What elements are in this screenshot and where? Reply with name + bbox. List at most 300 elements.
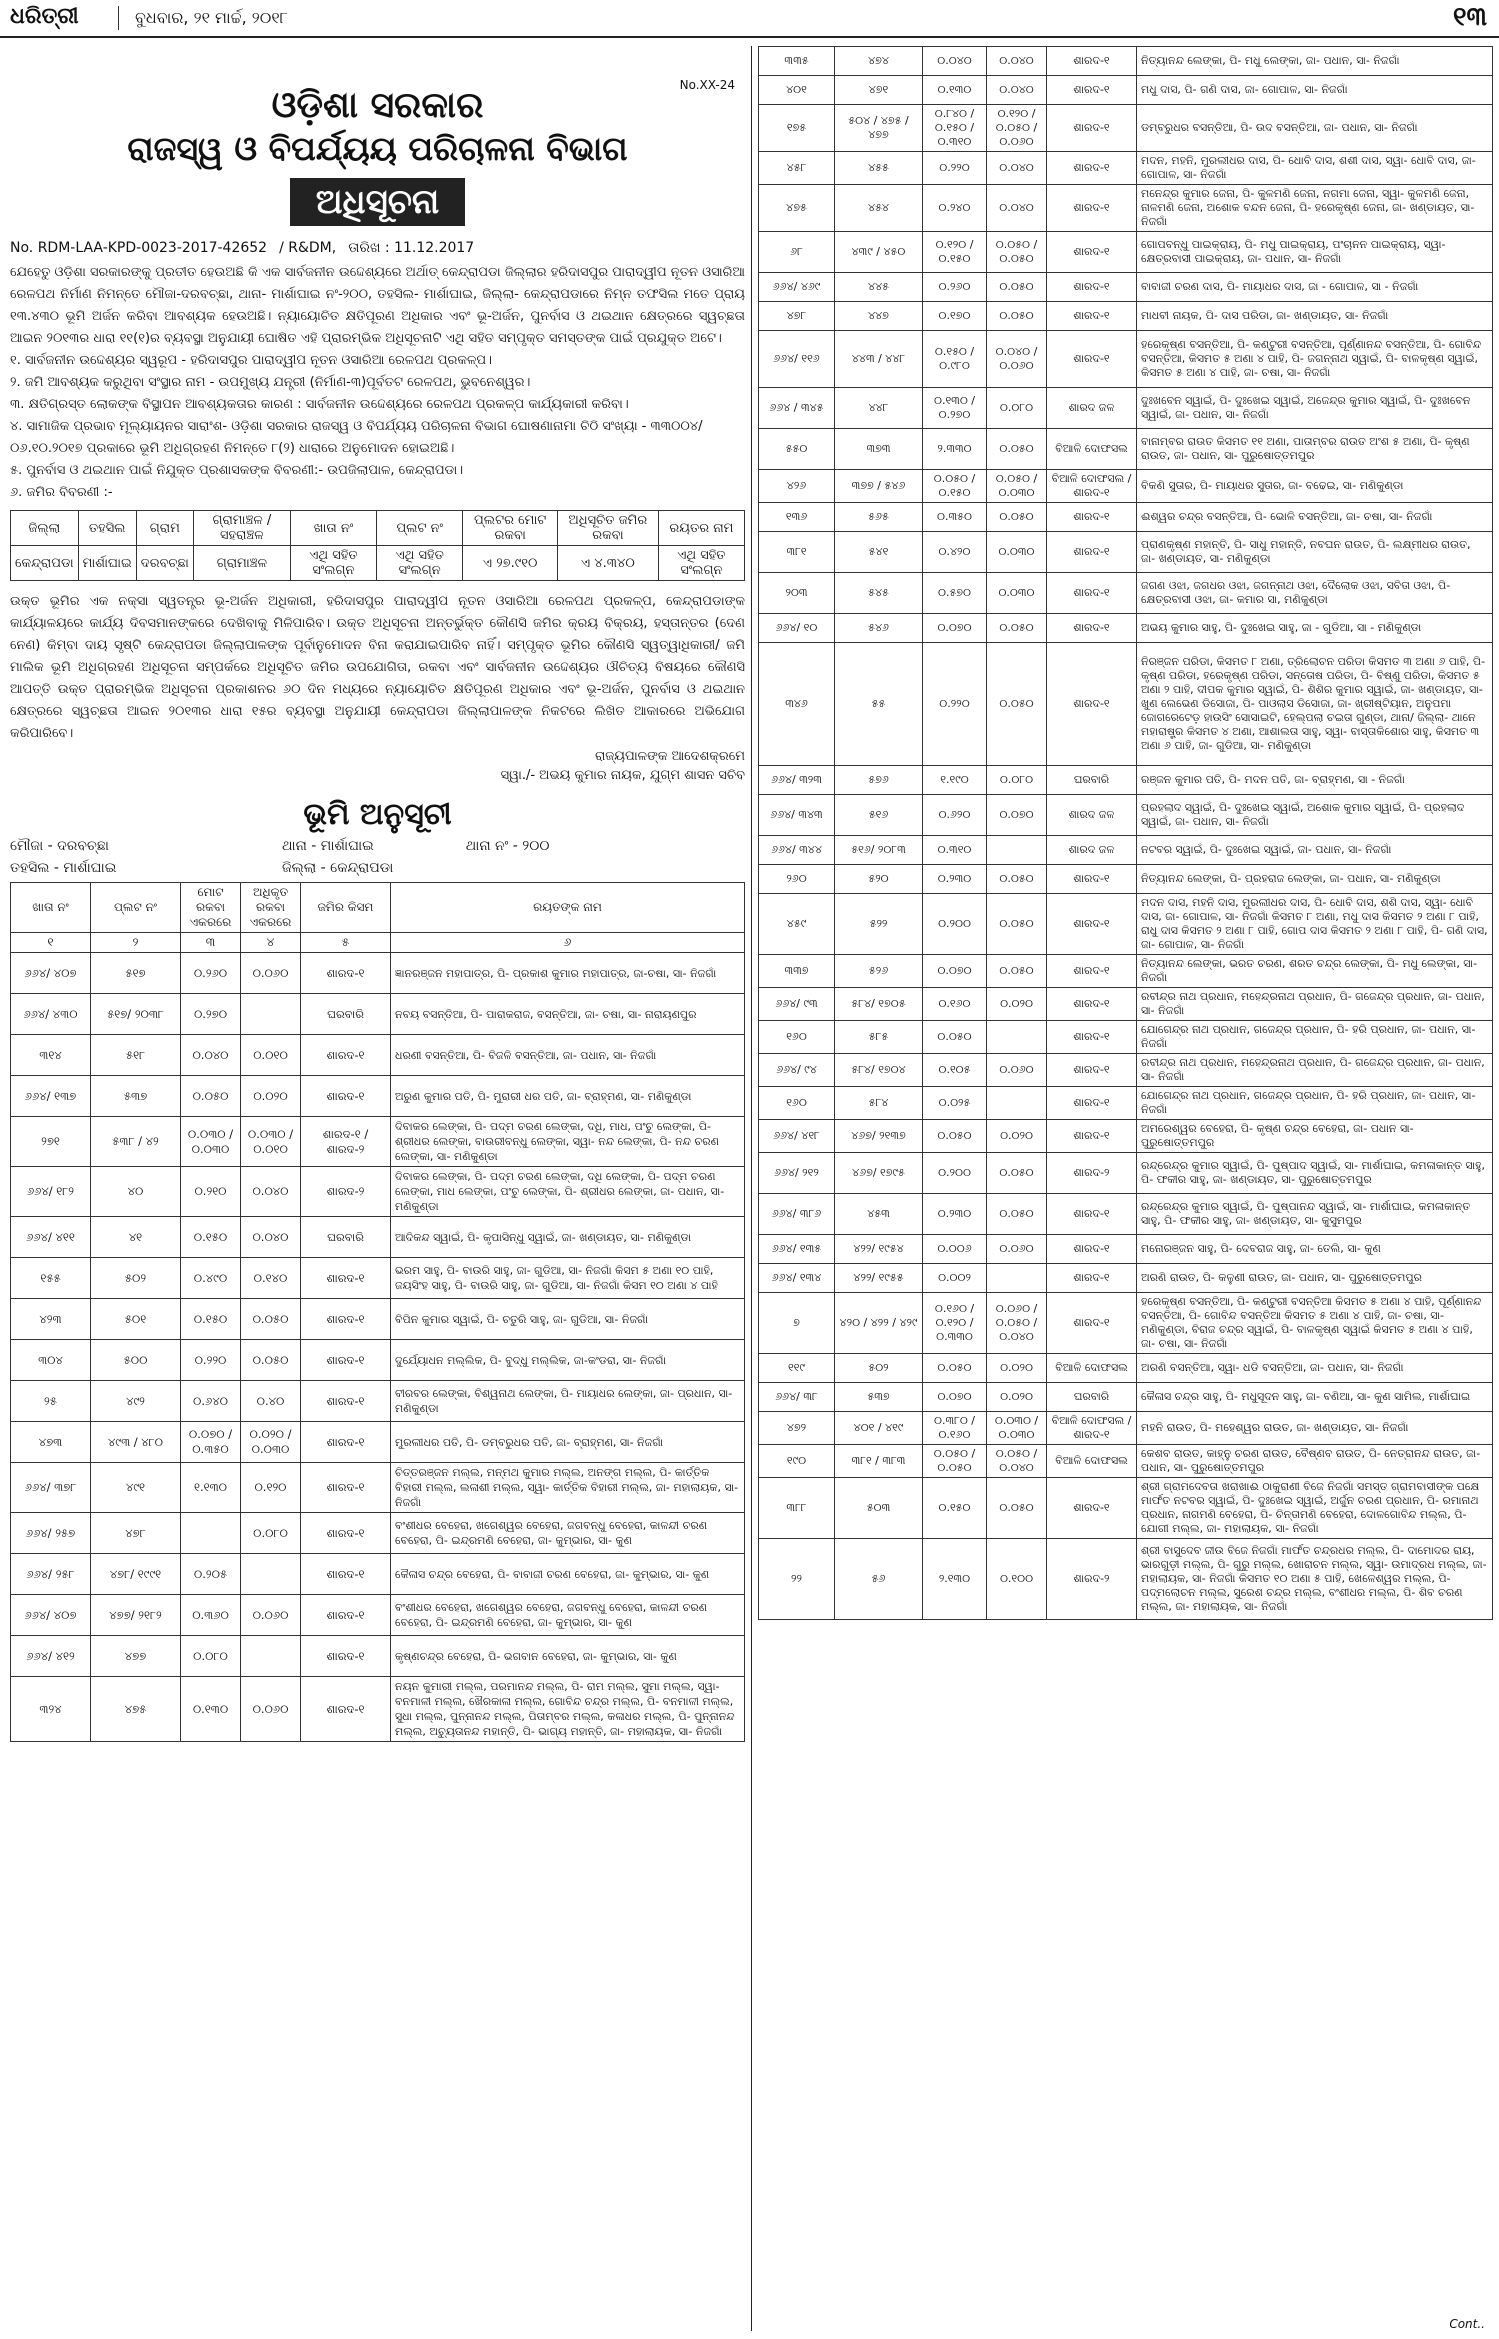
table-cell: ୦.୧୩୦ / ୦.୨୭୦ [923, 388, 987, 429]
table-cell: ୪୭୭/ ୨୧୮୨ [91, 1595, 181, 1636]
table-cell: ୫୭୬ [835, 766, 923, 795]
owner-name-cell: ବାବାଜୀ ଚରଣ ଦାସ, ପି- ମାୟାଧର ଦାସ, ଜା - ଗୋପାଳ, ସା - ନିଜଗାଁ [1137, 273, 1493, 302]
district-label: ଜିଲ୍ଲା - କେନ୍ଦ୍ରାପଡା [281, 860, 394, 876]
table-cell: ୪୫୩ [835, 1194, 923, 1235]
owner-name-cell: ମଦନ ଦାସ, ମହନି ଦାସ, ମୁରଲୀଧର ଦାସ, ପି- ଧୋବି ଦାସ, ଶଶି ଦାସ, ସ୍ୱା- ଧୋବି ଦାସ, ଜା- ଗୋପାଳ, ସା- ନିଜଗାଁ କିସମତ ୮ ଅଣା, ମଧୁ ଦାସ କିସମତ ୨ ଅଣା ୮ ପାହି, ରାଧୁ ଦାସ କିସମତ ୨ ଅଣା ୮ ପାହି, ଗୋପ ଦାସ କିସମତ ୨ ଅଣା ୮ ପାହି, ପି- ଗଣି ଦାସ, ଜା- ଗୋପାଳ, ସା- ନିଜଗାଁ [1137, 894, 1493, 955]
table-cell: ୩୮୮ [759, 1478, 835, 1539]
owner-name-cell: ଅରଣି ବସନ୍ତିଆ, ସ୍ୱା- ଧଡି ବସନ୍ତିଆ, ଜା- ପଧାନ, ସା- ନିଜଗାଁ [1137, 1354, 1493, 1383]
owner-name-cell: ଶ୍ରୀ ବାସୁଦେବ ଜୀଉ ବିଜେ ନିଜଗାଁ ମାର୍ଫତ ଚନ୍ଦ୍ରଧର ମଲ୍ଲ, ପି- ଦାମୋଦର ରାୟ, ଭାରଗୁଡ଼ୀ ମଲ୍ଲ, ପି- ଗୁରୁ ମଲ୍ଲ, ଖୋରାଚନ ମଲ୍ଲ, ସ୍ୱା- ଉମାଦ୍ରଧ ମଲ୍ଲ, ଜା- ମହାଲାୟକ, ସା- ନିଜଗାଁ କିସମତ ୧୦ ଅଣା ୫ ପାହି, ଖେଳେଶ୍ୱର ମଲ୍ଲ, ପି- ପଦ୍ମଲୋଚନ ମଲ୍ଲ, ସୁରେଶ ଚନ୍ଦ୍ର ମଲ୍ଲ, ବଂଶୀଧର ମଲ୍ଲ, ପି- ଶିବ ଚରଣ ମଲ୍ଲ, ଜା- ମହାଲାୟକ, ସା- ନିଜଗାଁ [1137, 1539, 1493, 1620]
table-cell: ୧.୧୩୦ [181, 1463, 241, 1513]
table-cell: ଶାରଦ-୧ [1047, 1120, 1137, 1153]
table-cell: ଶାରଦ-୧ [1047, 1021, 1137, 1054]
table-cell: ୦.୬୨୦ [923, 795, 987, 836]
schedule-column-number: ୨ [91, 933, 181, 953]
table-cell: ଶାରଦ-୧ [1047, 331, 1137, 388]
land-schedule-table-continued [758, 46, 1493, 1620]
table-cell: ୦.୦୫୦ / ୦.୦୫୦ [923, 1445, 987, 1478]
table-cell: ୪୪୮ [835, 388, 923, 429]
table-cell: ୪୪୭ [835, 302, 923, 331]
summary-cell: ଏଥି ସହିତ ସଂଲଗ୍ନ [290, 546, 376, 581]
table-cell: ୦.୦୮୦ [987, 766, 1047, 795]
government-title: ଓଡ଼ିଶା ସରକାର [271, 85, 484, 126]
table-cell: ୪୨୦ / ୪୨୨ / ୪୨୯ [835, 1293, 923, 1354]
notice-item: ୬. ଜମିର ବିବରଣୀ :- [10, 485, 113, 500]
table-cell: ୦.୮୪୦ / ୦.୧୫୦ / ୦.୩୧୦ [923, 105, 987, 152]
table-cell: ୬୬୪/ ୪୩୦ [11, 994, 91, 1035]
table-cell: ୧୩୬ [759, 503, 835, 532]
table-row [11, 1677, 745, 1742]
table-cell: ୦.୨୭୦ [181, 994, 241, 1035]
table-cell: ୪୭୨ [759, 1412, 835, 1445]
summary-header-cell: ରୟତର ନାମ [658, 511, 744, 546]
table-cell: ବିଆଳି ଦୋଫସଲ [1047, 1445, 1137, 1478]
owner-name-cell: ନୟନ କୁମାରୀ ମଲ୍ଲ, ପରମାନନ୍ଦ ମଲ୍ଲ, ପି- ରାମ ମଲ୍ଲ, ସୁମା ମଲ୍ଲ, ସ୍ୱା- ବନମାଳୀ ମଲ୍ଲ, ଖୈରକାଳା ମଲ୍ଲ, ଗୋବିନ୍ଦ ଚନ୍ଦ୍ର ମଲ୍ଲ, ପି- ବନମାଳୀ ମଲ୍ଲ, ସୁଧା ମଲ୍ଲ, ପୁନ୍ନାନନ୍ଦ ମଲ୍ଲ, ପିତାମ୍ବର ମଲ୍ଲ, କଳାଧର ମଲ୍ଲ, ପି- ପୁନ୍ନାନନ୍ଦ ମଲ୍ଲ, ଅଚ୍ୟୁତାନନ୍ଦ ମହାନ୍ତି, ପି- ଭାଗ୍ୟ ମହାନ୍ତି, ଜା- ମହାଲାୟକ, ସା- ନିଜଗାଁ [391, 1677, 745, 1742]
table-cell: ଶାରଦ-୧ [1047, 614, 1137, 643]
table-row [11, 994, 745, 1035]
table-cell: ୦.୦୫୦ [241, 1340, 301, 1381]
table-cell: ୦.୨୪୦ [923, 185, 987, 232]
table-cell: ଶାରଦ-୧ [301, 1636, 391, 1677]
notice-item: ୫. ପୁନର୍ବାସ ଓ ଥଇଥାନ ପାଇଁ ନିଯୁକ୍ତ ପ୍ରଶାସକଙ୍କ ବିବରଣୀ:- ଉପଜିଲାପାଳ, କେନ୍ଦ୍ରାପଡା। [10, 463, 464, 478]
table-cell [987, 1021, 1047, 1054]
table-cell: ବିଆଳି ଦୋଫସଲ / ଶାରଦ-୧ [1047, 470, 1137, 503]
table-cell: ୦.୨୬୦ [923, 273, 987, 302]
table-cell: ୪୧ [91, 1217, 181, 1258]
owner-name-cell: ପ୍ରାଣକୃଷ୍ଣ ମହାନ୍ତି, ପି- ସାଧୁ ମହାନ୍ତି, ନବଘନ ରାଉତ, ପି- ଲକ୍ଷ୍ମୀଧର ରାଉତ, ଜା- ଖଣ୍ଡାୟତ, ସା- ମଣିକୁଣ୍ଡା [1137, 532, 1493, 573]
table-row [759, 185, 1493, 232]
table-cell: ୦.୦୫୦ [923, 1021, 987, 1054]
table-cell: ୫୦୦ [91, 1340, 181, 1381]
owner-name-cell: ଅରୁଣ କୁମାର ପତି, ପି- ମୁରାରୀ ଧର ପତି, ଜା- ବ୍ରାହ୍ମଣ, ସା- ମଣିକୁଣ୍ଡା [391, 1076, 745, 1117]
table-cell: ୦.୦୬୦ [987, 1235, 1047, 1264]
table-row [759, 573, 1493, 614]
summary-cell: ଏ ୨୭.୯୧୦ [463, 546, 558, 581]
table-cell: ୪୭୫ [91, 1677, 181, 1742]
reference-department: / R&DM, [279, 240, 337, 256]
table-cell: ୩୮୧ [759, 532, 835, 573]
table-cell: ୪୭୮/ ୧୯୯୧ [91, 1554, 181, 1595]
table-cell: ୬୬୪/ ୧୩୭ [11, 1076, 91, 1117]
table-cell: ୩୭୩ [835, 429, 923, 470]
table-cell: ୦.୦୨୦ [987, 988, 1047, 1021]
table-cell: ଶାରଦ-୧ [301, 1299, 391, 1340]
summary-header-cell: ଗ୍ରାମାଞ୍ଚଳ / ସହରାଞ୍ଚଳ [193, 511, 290, 546]
table-cell: ୫୬୫ [835, 503, 923, 532]
table-cell: ଶାରଦ-୧ [1047, 988, 1137, 1021]
table-cell: ୦.୦୭୦ [923, 1383, 987, 1412]
table-cell: ୫୩୮ / ୪୨ [91, 1117, 181, 1167]
reference-number: No. RDM-LAA-KPD-0023-2017-42652 [10, 240, 268, 256]
table-cell: ୫୪୬ [835, 614, 923, 643]
table-row [759, 766, 1493, 795]
table-cell: ୦.୧୨୦ / ୦.୦୫୦ / ୦.୦୬୦ [987, 105, 1047, 152]
notice-item: ୨. ଜମି ଆବଶ୍ୟକ କରୁଥିବା ସଂସ୍ଥାର ନାମ - ଉପମୁଖ୍ୟ ଯନ୍ତ୍ରୀ (ନିର୍ମାଣ-୩)ପୂର୍ବତଟ ରେଳପଥ, ଭୁବନେଶ୍ୱର। [10, 375, 531, 390]
table-cell: ଶାରଦ-୧ [1047, 47, 1137, 76]
table-cell: ୦.୨୬୦ [181, 953, 241, 994]
table-cell: ୬୬୪/ ୪୦୭ [11, 953, 91, 994]
table-cell: ଶାରଦ-୧ [301, 1422, 391, 1463]
table-cell: ୬୬୪/ ୩୪୩ [759, 795, 835, 836]
table-cell: ୦.୧୫୦ / ୦.୯୮୦ [923, 331, 987, 388]
table-cell: ୨୫ [11, 1381, 91, 1422]
intro-paragraph: ଯେହେତୁ ଓଡ଼ିଶା ସରକାରଙ୍କୁ ପ୍ରତୀତ ହେଉଅଛି କି ଏକ ସାର୍ବଜନୀନ ଉଦ୍ଦେଶ୍ୟରେ ଅର୍ଥାତ୍ କେନ୍ଦ୍ରାପଡା ଜିଲ୍ଲାର ହରିଦାସପୁର ପାରାଦ୍ୱୀପ ନୂତନ ଓସାରିଆ ରେଳପଥ ନିର୍ମାଣ ନିମନ୍ତେ ମୌଜା-ଦରବଚ୍ଛା, ଥାନା- ମାର୍ଶାଘାଇ ନଂ-୨୦୦, ତହସିଲ- ମାର୍ଶାଘାଇ, ଜିଲ୍ଲା- କେନ୍ଦ୍ରାପଡାରେ ନିମ୍ନ ତଫସିଲ ମତେ ପ୍ରାୟ ୧୩.୪୩୦ ଭୂମି ଅର୍ଜନ କରିବା ଆବଶ୍ୟକ ହେଉଅଛି। ନ୍ୟାୟୋଚିତ କ୍ଷତିପୂରଣ ଅଧିକାର ଏବଂ ଭୂ-ଅର୍ଜନ, ପୁନର୍ବାସ ଓ ଥଇଥାନ କ୍ଷେତ୍ରରେ ସ୍ୱଚ୍ଛତା ଆଇନ ୨୦୧୩ର ଧାରା ୧୧(୧)ର ବ୍ୟବସ୍ଥା ଅନୁଯାୟୀ ଘୋଷିତ ଏହି ପ୍ରାରମ୍ଭିକ ଅଧିସୂଚନାଟି ଏଥି ସହିତ ସମ୍ପୃକ୍ତ ସମସ୍ତଙ୍କ ପାଇଁ ପ୍ରଯୁକ୍ତ ଅଟେ। [10, 265, 745, 346]
table-cell: ୫୧୭ [91, 953, 181, 994]
table-cell: ଶାରଦ-୧ [1047, 152, 1137, 185]
table-cell: ୦.୨୩୦ [923, 1194, 987, 1235]
table-cell: ୪୦ [91, 1167, 181, 1217]
table-cell: ୦.୦୪୦ [987, 47, 1047, 76]
table-cell: ୬୬୪/ ୩୮ [759, 1383, 835, 1412]
owner-name-cell: ମନେନ୍ଦ୍ର କୁମାର ଜେନା, ପି- କୁଳମଣି ଜେନା, ନଗମା ଜେନା, ସ୍ୱା- କୁଳମଣି ଜେନା, ନାଳମଣି ଜେନା, ଅଶୋକ ବନ୍ଦନ ଜେନା, ପି- ହରେକୃଷ୍ଣ ଜେନା, ଜା- ଖଣ୍ଡାୟତ, ସା- ନିଜଗାଁ [1137, 185, 1493, 232]
schedule-meta-1 [10, 838, 745, 854]
summary-header-cell: ଖାତା ନଂ [290, 511, 376, 546]
table-cell: ବିଆଳି ଦୋଫସଲ [1047, 1354, 1137, 1383]
schedule-header-cell: ଅଧିକୃତ ରକବା ଏକରରେ [241, 883, 301, 933]
table-cell: ୫୫ [835, 643, 923, 766]
table-cell: ୦.୧୫୦ [923, 1478, 987, 1539]
table-row [759, 1087, 1493, 1120]
table-cell: ଶାରଦ-୧ [1047, 185, 1137, 232]
schedule-column-number: ୪ [241, 933, 301, 953]
table-cell: ୩୮୧ / ୩୮୩ [835, 1445, 923, 1478]
notice-item: ୧. ସାର୍ବଜନୀନ ଉଦ୍ଦେଶ୍ୟର ସ୍ୱରୂପ - ହରିଦାସପୁର ପାରାଦ୍ୱୀପ ନୂତନ ଓସାରିଆ ରେଳପଥ ପ୍ରକଳ୍ପ। [10, 353, 492, 368]
owner-name-cell: ନିତ୍ୟାନନ୍ଦ ଲେଙ୍କା, ଭରତ ଚରଣ, ଶରତ ଚନ୍ଦ୍ର ଲେଙ୍କା, ପି- ମଧୁ ଲେଙ୍କା, ସା- ନିଜଗାଁ [1137, 955, 1493, 988]
table-row [759, 614, 1493, 643]
table-cell: ୪୦୧ [759, 76, 835, 105]
owner-name-cell: ଧରଣୀ ବସନ୍ତିଆ, ପି- ବିଜଳି ବସନ୍ତିଆ, ଜା- ପଧାନ, ସା- ନିଜଗାଁ [391, 1035, 745, 1076]
notice-items [10, 350, 745, 504]
summary-cell: କେନ୍ଦ୍ରାପଡା [11, 546, 79, 581]
thana-number: ଥାନା ନଂ - ୨୦୦ [465, 838, 550, 854]
newspaper-logo: ଧରିତ୍ରୀ [10, 4, 79, 29]
table-cell: ୦.୦୬୦ [987, 1054, 1047, 1087]
table-cell: ୦.୧୦୫ [923, 1054, 987, 1087]
table-row [11, 1217, 745, 1258]
table-cell: ଶାରଦ-୧ [301, 1076, 391, 1117]
table-cell: ୦.୨୨୦ [923, 152, 987, 185]
owner-name-cell: ରନ୍ଦ୍ରେନ୍ଦ୍ର କୁମାର ସ୍ୱାଇଁ, ପି- ପୁଷ୍ପାନନ୍ଦ ସ୍ୱାଇଁ, ସା- ମାର୍ଶାଘାଇ, କମଳାକାନ୍ତ ସାହୁ, ପି- ଫକୀର ସାହୁ, ଜା- ଖଣ୍ଡାୟତ, ସା- କୁସୁମପୁର [1137, 1194, 1493, 1235]
table-cell: ୬୬୪/ ୧୩୫ [759, 1235, 835, 1264]
table-cell: ୩୦୪ [11, 1340, 91, 1381]
table-cell: ୦.୧୫୦ [181, 1299, 241, 1340]
table-cell: ୨.୧୩୦ [923, 1539, 987, 1620]
schedule-header-row [11, 883, 745, 933]
schedule-column-number: ୬ [391, 933, 745, 953]
schedule-header-cell: ମୋଟ ରକବା ଏକରରେ [181, 883, 241, 933]
table-cell: ଶାରଦ-୧ [1047, 105, 1137, 152]
table-row [11, 953, 745, 994]
table-cell: ଶାରଦ-୧ [1047, 573, 1137, 614]
table-cell: ୪୨୨/ ୧୯୫୫ [835, 1264, 923, 1293]
table-cell: ୦.୦୫୦ [987, 503, 1047, 532]
table-row [11, 1035, 745, 1076]
table-cell: ଶାରଦ-୧ [301, 1340, 391, 1381]
table-cell: ୪୬୭/ ୧୭୯୫ [835, 1153, 923, 1194]
table-cell: ୫୨୨ [835, 894, 923, 955]
summary-cell: ମାର୍ଶାଘାଇ [78, 546, 136, 581]
table-cell: ୦.୦୮୦ [241, 1513, 301, 1554]
table-cell: ୦.୦୬୦ [241, 1595, 301, 1636]
table-cell: ୦.୩୮୦ / ୦.୧୬୦ [923, 1412, 987, 1445]
owner-name-cell: ମନୋରଞ୍ଜନ ସାହୁ, ପି- ଦେବରାଜ ସାହୁ, ଜା- ତେଲି, ସା- କୁଣ [1137, 1235, 1493, 1264]
table-cell: ୪୭୩ [11, 1422, 91, 1463]
table-cell: ୫୮୪/ ୧୭୦୪ [835, 1054, 923, 1087]
owner-name-cell: କେଶବ ରାଉତ, କାହ୍ନୁ ଚରଣ ରାଉତ, ବୈଷ୍ଣବ ରାଉତ, ପି- ନେତ୍ରାନନ୍ଦ ରାଉତ, ଜା- ପଧାନ, ସା- ପୁରୁଷୋତ୍ତମପୁର [1137, 1445, 1493, 1478]
summary-header-cell: ପ୍ଲଟର ମୋଟ ରକବା [463, 511, 558, 546]
table-cell: ୧୬୦ [759, 1021, 835, 1054]
table-cell: ୪୦୧ / ୪୧୯ [835, 1412, 923, 1445]
table-cell: ୪୬୭/ ୨୧୩୭ [835, 1120, 923, 1153]
table-cell: ୦.୦୭୦ [923, 614, 987, 643]
summary-header-cell: ଗ୍ରାମ [136, 511, 193, 546]
table-cell: ୦.୧୦୦ [987, 1539, 1047, 1620]
table-cell: ୦.୦୫୦ [987, 273, 1047, 302]
table-cell: ୦.୧୬୦ [923, 988, 987, 1021]
table-cell: ୦.୨୨୦ [923, 643, 987, 766]
owner-name-cell: କୃଷ୍ଣଚନ୍ଦ୍ର ବେହେରା, ପି- ଭଗବାନ ବେହେରା, ଜା- କୁମ୍ଭାର, ସା- କୁଣ [391, 1636, 745, 1677]
table-cell: ୫୮୫ [835, 1021, 923, 1054]
table-cell: ଶାରଦ-୨ [1047, 1539, 1137, 1620]
table-cell: ୦.୦୫୦ / ୦.୦୪୦ [987, 1445, 1047, 1478]
summary-cell: ଏ ୪.୩୪୦ [558, 546, 659, 581]
table-cell: ୦.୦୫୦ [987, 1153, 1047, 1194]
table-cell: ୧୭୫ [759, 105, 835, 152]
table-row [759, 1264, 1493, 1293]
table-cell: ୬୬୪/ ୩୭୮ [11, 1463, 91, 1513]
table-cell: ୩୧୪ [11, 1035, 91, 1076]
table-cell: ୪୯୩ / ୪୮୦ [91, 1422, 181, 1463]
owner-name-cell: ନିରଞ୍ଜନ ପରିଡା, କିସମତ ୮ ଅଣା, ତ୍ରିଲୋଚନ ପରିଡା କିସମତ ୩ ଅଣା ୬ ପାହି, ପି- କୃଷ୍ଣ ପରିଡା, ହରେକୃଷ୍ଣ ପରିଡା, ସନ୍ତୋଷ ପରିଡା, ପି- ବିଷ୍ଣୁ ପରିଡା, କିସମତ ୫ ଅଣା ୨ ପାହି, ଦୀପକ କୁମାର ସ୍ୱାଇଁ, ପି- ଶିଶିର କୁମାର ସ୍ୱାଇଁ, ଜା- ଖଣ୍ଡାୟତ, ସା- ଖୁଣ ଲେଭେଣ ଡିସୋଜା, ପି- ପାଓଲାସ ଡିସୋଜା, ଜା- ଖ୍ରୀଷ୍ଟିୟାନ, ଅନୁପମା ଜୋଗରେଟେଡ଼ ହାଉସିଂ ସୋସାଇଟି, ହେଲ୍ପଲା ଚଇତା ଗୁଣ୍ଡା, ଥାନା/ ଜିଲ୍ଲା- ଥାନେ ମହାରାଷ୍ଟ୍ର କିସମତ ୪ ଅଣା, ଆଶାଲତା ସାହୁ, ସ୍ୱା- ବାସ୍ତାକିଶୋର ସାହୁ, କିସମତ ୩ ଅଣା ୬ ପାହି, ଜା- ଗୁଡିଆ, ସା- ମଣିକୁଣ୍ଡା [1137, 643, 1493, 766]
table-cell: ଶାରଦ-୧ [1047, 302, 1137, 331]
department-title: ରାଜସ୍ୱ ଓ ବିପର୍ଯ୍ୟୟ ପରିଚାଳନା ବିଭାଗ [127, 129, 628, 168]
table-cell: ୦.୦୫୦ [987, 865, 1047, 894]
table-cell: ୩୪୬ [759, 643, 835, 766]
table-row [11, 1513, 745, 1554]
owner-name-cell: ଗୋପବନ୍ଧୁ ପାଇକ୍ରାୟ, ପି- ମଧୁ ପାଇକ୍ରାୟ, ପଂଚାନନ ପାଇକ୍ରାୟ, ସ୍ୱା- କ୍ଷେତ୍ରବାସୀ ପାଇକ୍ରାୟ, ଜା- ପଧାନ, ସା- ନିଜଗାଁ [1137, 232, 1493, 273]
table-cell: ୦.୦୩୦ / ୦.୦୩୦ [987, 1412, 1047, 1445]
owner-name-cell: କୈଳାସ ଚନ୍ଦ୍ର ସାହୁ, ପି- ମଧୁସୂଦନ ସାହୁ, ଜା- ବଣିଆ, ସା- କୁଣ ସାମିଲ, ମାର୍ଶାଘାଇ [1137, 1383, 1493, 1412]
owner-name-cell: ଦୁର୍ଯ୍ୟୋଧନ ମଲ୍ଲିକ, ପି- ବୁଦ୍ଧୁ ମଲ୍ଲିକ, ଜା-କଂଡରା, ସା- ନିଜଗାଁ [391, 1340, 745, 1381]
notification-column [10, 50, 745, 2330]
table-cell: ଶାରଦ ଜଳ [1047, 836, 1137, 865]
table-cell: ୦.୦୮୦ [987, 388, 1047, 429]
table-cell: ୦.୪୯୦ [181, 1258, 241, 1299]
table-cell: ୩୩୭ [759, 955, 835, 988]
notification-badge: ଅଧିସୂଚନା [290, 178, 466, 226]
table-row [11, 1636, 745, 1677]
table-cell: ୦.୦୫୦ [987, 614, 1047, 643]
table-cell: ୪୭୪ [835, 47, 923, 76]
table-row [759, 273, 1493, 302]
table-cell: ୪୫୪ [835, 185, 923, 232]
table-cell: ୧୧୯ [759, 1354, 835, 1383]
summary-cell: ଏଥି ସହିତ ସଂଲଗ୍ନ [377, 546, 463, 581]
table-cell: ଶାରଦ-୧ [301, 1035, 391, 1076]
summary-header-cell: ଜିଲ୍ଲା [11, 511, 79, 546]
table-row [759, 865, 1493, 894]
summary-cell: ଏଥି ସହିତ ସଂଲଗ୍ନ [658, 546, 744, 581]
table-cell: ୫୧୭/ ୨୦୩୮ [91, 994, 181, 1035]
table-cell: ୦.୨୦୦ [923, 894, 987, 955]
notice-number: No.XX-24 [679, 78, 735, 92]
issue-date: ବୁଧବାର, ୨୧ ମାର୍ଚ୍ଚ, ୨୦୧୮ [135, 8, 289, 27]
table-cell: ୪୫୫ [835, 152, 923, 185]
table-cell: ଘରବାରି [301, 1217, 391, 1258]
schedule-header-cell: ରୟତଙ୍କ ନାମ [391, 883, 745, 933]
table-row [759, 1412, 1493, 1445]
table-cell: ୬୬୪/ ୧୮୨ [11, 1167, 91, 1217]
table-cell: ୬୬୪/ ୩୪୪ [759, 836, 835, 865]
table-cell: ୪୨୬ [759, 470, 835, 503]
table-cell: ୦.୦୫୦ [923, 1120, 987, 1153]
table-cell: ୦.୦୩୦ / ୦.୦୧୦ [241, 1117, 301, 1167]
table-cell: ୦.୦୫୦ [923, 1354, 987, 1383]
thana-label: ଥାନା - ମାର୍ଶାଘାଇ [281, 838, 374, 854]
table-row [11, 1554, 745, 1595]
owner-name-cell: ଶ୍ରୀ ଗ୍ରାମଦେବତା ଖରାଖାଈ ଠାକୁରାଣୀ ବିଜେ ନିଜଗାଁ ସମସ୍ତ ଗ୍ରାମବାସୀଙ୍କ ପକ୍ଷେ ମାର୍ଫତ ନଟବର ସ୍ୱାଇଁ, ପି- ଦୁଃଖେଇ ସ୍ୱାଇଁ, ଅର୍ଜୁନ ଚରଣ ପ୍ରଧାନ, ପି- ରମାନାଥ ପ୍ରଧାନ, ନାଗମଣି ବେହେରା, ପି- ଚିନ୍ତାମଣି ବେହେରା, ଦୋଳଗୋବିନ୍ଦ ମଲ୍ଲ, ପି- ଯୋଗୀ ମଲ୍ଲ, ଜା- ମହାଲାୟକ, ସା- ନିଜଗାଁ [1137, 1478, 1493, 1539]
table-cell: ୪୭୫ [759, 185, 835, 232]
table-cell: ୧୬୦ [759, 1087, 835, 1120]
table-cell: ୪୫୯ [759, 894, 835, 955]
table-cell: ଘରବାରି [301, 994, 391, 1035]
signature-line: ସ୍ୱା./- ଅଭୟ କୁମାର ନାୟକ, ଯୁଗ୍ମ ଶାସନ ସଚିବ [500, 768, 745, 783]
table-row [759, 105, 1493, 152]
table-cell: ୦.୦୫୦ [987, 302, 1047, 331]
table-cell: ୦.୦୨୦ [987, 1120, 1047, 1153]
table-row [759, 988, 1493, 1021]
table-cell: ୪୫୮ [759, 152, 835, 185]
table-cell: ୦.୦୭୦ [923, 955, 987, 988]
owner-name-cell: ଜଗଣ ଓଝା, ଜଗଧର ଓଝା, ଜଗନ୍ନାଥ ଓଝା, ଦୈଲୋକ ଓଝା, ସବିତା ଓଝା, ପି- କ୍ଷେତ୍ରବାସୀ ଓଝା, ଜା- କମାର ସା, ମଣିକୁଣ୍ଡା [1137, 573, 1493, 614]
table-cell: ୦.୦୨୫ [923, 1087, 987, 1120]
owner-name-cell: ନବୟ ବସନ୍ତିଆ, ପି- ପାରାକରାଜ, ବସନ୍ତିଆ, ଜା- ଚଷା, ସା- ନାରାୟଣପୁର [391, 994, 745, 1035]
table-cell: ୦.୦୪୦ [923, 47, 987, 76]
table-row [759, 503, 1493, 532]
table-cell: ବିଆଳି ଦୋଫସଲ / ଶାରଦ-୧ [1047, 1412, 1137, 1445]
reference-line [10, 240, 745, 256]
table-cell: ୫୧୬ [835, 795, 923, 836]
table-cell: ୦.୦୩୦ [987, 532, 1047, 573]
table-cell: ୭ [759, 1293, 835, 1354]
summary-cell: ଗ୍ରାମାଞ୍ଚଳ [193, 546, 290, 581]
owner-name-cell: ହରେକୃଷ୍ଣ ବସନ୍ତିଆ, ପି- କଣ୍ଟୁରୀ ବସନ୍ତିଆ କିସମତ ୫ ଅଣା ୪ ପାହି, ପୂର୍ଣ୍ଣାନନ୍ଦ ବସନ୍ତିଆ, ପି- ଗୋବିନ୍ଦ ବସନ୍ତିଆ କିସମତ ୫ ଅଣା ୪ ପାହି, ଜା- ଚଷା, ସା- ମଣିକୁଣ୍ଡା, ବିରାଜ ଚନ୍ଦ୍ର ସ୍ୱାଇଁ, ପି- ବାଳକୃଷ୍ଣ ସ୍ୱାଇଁ କିସମତ ୫ ଅଣା ୪ ପାହି, ଜା- ଚଷା, ସା- ନିଜଗାଁ [1137, 1293, 1493, 1354]
table-cell: ୦.୨୨୦ [181, 1340, 241, 1381]
table-cell: ୫୮୪/ ୧୭୦୫ [835, 988, 923, 1021]
table-cell: ୦.୦୪୦ [987, 185, 1047, 232]
table-cell: ୬୬୪/ ୪୦୭ [11, 1595, 91, 1636]
table-cell: ଶାରଦ-୧ [1047, 532, 1137, 573]
table-cell [241, 1636, 301, 1677]
table-cell: ୦.୦୨୦ [241, 1076, 301, 1117]
table-cell: ୦.୨୦୫ [181, 1554, 241, 1595]
schedule-column-number: ୧ [11, 933, 91, 953]
table-row [759, 152, 1493, 185]
owner-name-cell: ଯୋଗେନ୍ଦ୍ର ନାଥ ପ୍ରଧାନ, ଗଜେନ୍ଦ୍ର ପ୍ରଧାନ, ପି- ହରି ପ୍ରଧାନ, ଜା- ପଧାନ, ସା- ନିଜଗାଁ [1137, 1021, 1493, 1054]
table-row [759, 1478, 1493, 1539]
table-cell: ୦.୪୨୦ [923, 532, 987, 573]
table-cell: ୪୭୮ [759, 302, 835, 331]
table-cell: ଶାରଦ-୧ [1047, 503, 1137, 532]
owner-name-cell: ନଟବର ସ୍ୱାଇଁ, ପି- ଦୁଃଖେଇ ସ୍ୱାଇଁ, ଜା- ପଧାନ, ସା- ନିଜଗାଁ [1137, 836, 1493, 865]
table-cell: ୦.୫୭୦ [923, 573, 987, 614]
table-cell: ୦.୦୪୦ / ୦.୦୬୦ [987, 331, 1047, 388]
table-cell: ୦.୦୭୦ / ୦.୩୫୦ [181, 1422, 241, 1463]
table-row [759, 1054, 1493, 1087]
table-cell: ୬୬୪/ ୪୧୮ [759, 1120, 835, 1153]
table-row [11, 1381, 745, 1422]
table-row [11, 1258, 745, 1299]
owner-name-cell: ରନ୍ଦ୍ରେନ୍ଦ୍ର କୁମାର ସ୍ୱାଇଁ, ପି- ପୁଷ୍ପାଦ ସ୍ୱାଇଁ, ସା- ମାର୍ଶାଘାଇ, କମଳାକାନ୍ତ ସାହୁ, ପି- ଫକୀର ସାହୁ, ଜା- ଖଣ୍ଡାୟତ, ସା- ପୁରୁଷୋତ୍ତମପୁର [1137, 1153, 1493, 1194]
table-cell: ଶାରଦ-୧ [1047, 1087, 1137, 1120]
table-cell: ୬୬୪ / ୩୪୫ [759, 388, 835, 429]
table-row [11, 1422, 745, 1463]
table-cell: ୦.୦୪୦ [241, 1217, 301, 1258]
table-cell: ୦.୩୧୦ [923, 836, 987, 865]
schedule-header-cell: ଖାତା ନଂ [11, 883, 91, 933]
table-cell: ୬୬୪/ ୯୩ [759, 988, 835, 1021]
table-cell [241, 1554, 301, 1595]
schedule-title: ଭୂମି ଅନୁସୂଚୀ [303, 797, 452, 832]
table-cell: ୪୪୫ [835, 273, 923, 302]
table-cell: ଶାରଦ-୧ [1047, 1478, 1137, 1539]
table-cell: ୫୨୬ [835, 955, 923, 988]
schedule-meta-2 [10, 860, 745, 876]
table-cell: ୬୮ [759, 232, 835, 273]
schedule-header-cell: ଜମିର କିସମ [301, 883, 391, 933]
table-cell: ୦.୦୦୨ [923, 1264, 987, 1293]
table-row [11, 1117, 745, 1167]
table-cell: ୦.୧୩୦ [181, 1677, 241, 1742]
summary-cell: ଦରବଚ୍ଛା [136, 546, 193, 581]
schedule-continuation-column [758, 46, 1493, 2331]
table-cell: ୦.୦୫୦ [987, 1478, 1047, 1539]
table-cell: ୦.୧୫୦ [181, 1217, 241, 1258]
table-cell: ୦.୦୫୦ [987, 1194, 1047, 1235]
notice-item: ୪. ସାମାଜିକ ପ୍ରଭାବ ମୂଲ୍ୟାୟନର ସାରାଂଶ- ଓଡ଼ିଶା ସରକାର ରାଜସ୍ୱ ଓ ବିପର୍ଯ୍ୟୟ ପରିଚାଳନା ବିଭାଗ ଘୋଷଣାନାମା ଚିଠି ସଂଖ୍ୟା - ୩୩୦୦୪/ ୦୬.୧୦.୨୦୧୭ ପ୍ରକାରେ ଭୂମି ଅଧିଗ୍ରହଣ ନିମନ୍ତେ ୮(୨) ଧାରାରେ ଅନୁମୋଦନ ହୋଇଅଛି। [10, 419, 703, 456]
table-cell: ଶାରଦ ଜଳ [1047, 795, 1137, 836]
table-cell: ୦.୦୫୦ / ୦.୦୩୦ [987, 470, 1047, 503]
owner-name-cell: ବୀରବର ଲେଙ୍କା, ବିଶ୍ୱନାଥ ଲେଙ୍କା, ପି- ମାୟାଧର ଲେଙ୍କା, ଜା- ପ୍ରଧାନ, ସା-ମଣିକୁଣ୍ଡା [391, 1381, 745, 1422]
table-cell [987, 836, 1047, 865]
table-cell: ଶାରଦ-୧ [301, 1463, 391, 1513]
table-cell: ଶାରଦ-୧ [1047, 894, 1137, 955]
table-cell: ୦.୦୪୦ [241, 1167, 301, 1217]
table-cell: ୬୬୪/ ୨୧୨ [759, 1153, 835, 1194]
owner-name-cell: ନିତ୍ୟାନନ୍ଦ ଲେଙ୍କା, ପି- ପ୍ରହରାଜ ଲେଙ୍କା, ଜା- ପଧାନ, ସା- ମଣିକୁଣ୍ଡା [1137, 865, 1493, 894]
owner-name-cell: ଅମରେଶ୍ୱର ବେହେରା, ପି- କୃଷ୍ଣ ଚନ୍ଦ୍ର ବେହେରା, ଜା- ପଧାନ ସା- ପୁରୁଷୋତ୍ତମପୁର [1137, 1120, 1493, 1153]
table-cell: ୦.୧୭୦ [923, 302, 987, 331]
table-cell: ୦.୨୧୦ [181, 1167, 241, 1217]
owner-name-cell: ରବୀନ୍ଦ୍ର ନାଥ ପ୍ରଧାନ, ମହେନ୍ଦ୍ରନାଥ ପ୍ରଧାନ, ପି- ଗଜେନ୍ଦ୍ର ପ୍ରଧାନ, ଜା- ପଧାନ, ସା- ନିଜଗାଁ [1137, 1054, 1493, 1087]
table-row [759, 331, 1493, 388]
table-row [759, 1153, 1493, 1194]
owner-name-cell: ବିପିନ କୁମାର ସ୍ୱାଇଁ, ପି- ଚତୁରି ସାହୁ, ଜା- ଗୁଡିଆ, ସା- ନିଜଗାଁ [391, 1299, 745, 1340]
schedule-column-number: ୫ [301, 933, 391, 953]
table-row [759, 795, 1493, 836]
table-cell: ଶାରଦ-୧ [1047, 865, 1137, 894]
table-row [11, 1167, 745, 1217]
owner-name-cell: ମଧୁ ଦାସ, ପି- ଗଣି ଦାସ, ଜା- ଗୋପାଳ, ସା- ନିଜଗାଁ [1137, 76, 1493, 105]
owner-name-cell: ଈଶ୍ୱର ଚନ୍ଦ୍ର ବସନ୍ତିଆ, ପି- ଭୋଳି ବସନ୍ତିଆ, ଜା- ଚଷା, ସା- ନିଜଗାଁ [1137, 503, 1493, 532]
owner-name-cell: ବଂଶୀଧର ବେହେରା, ଖଗେଶ୍ୱର ବେହେରା, ଜଗବନ୍ଧୁ ବେହେରା, କାଳନ୍ଦୀ ଚରଣ ବେହେରା, ପି- ଇନ୍ଦ୍ରମଣି ବେହେରା, ଜା- କୁମ୍ଭାର, ସା- କୁଣ [391, 1513, 745, 1554]
owner-name-cell: ରବୀନ୍ଦ୍ର ନାଥ ପ୍ରଧାନ, ମହେନ୍ଦ୍ରନାଥ ପ୍ରଧାନ, ପି- ଗଜେନ୍ଦ୍ର ପ୍ରଧାନ, ଜା- ପଧାନ, ସା- ନିଜଗାଁ [1137, 988, 1493, 1021]
owner-name-cell: ଜ୍ଞାନରଞ୍ଜନ ମହାପାତ୍ର, ପି- ପ୍ରକାଶ କୁମାର ମହାପାତ୍ର, ଜା-ଚଷା, ସା- ନିଜଗାଁ [391, 953, 745, 994]
land-schedule-table [10, 882, 745, 1742]
table-row [11, 1595, 745, 1636]
schedule-column-number: ୩ [181, 933, 241, 953]
table-cell: ୦.୦୮୦ [181, 1636, 241, 1677]
table-cell: ୨.୩୩୦ [923, 429, 987, 470]
